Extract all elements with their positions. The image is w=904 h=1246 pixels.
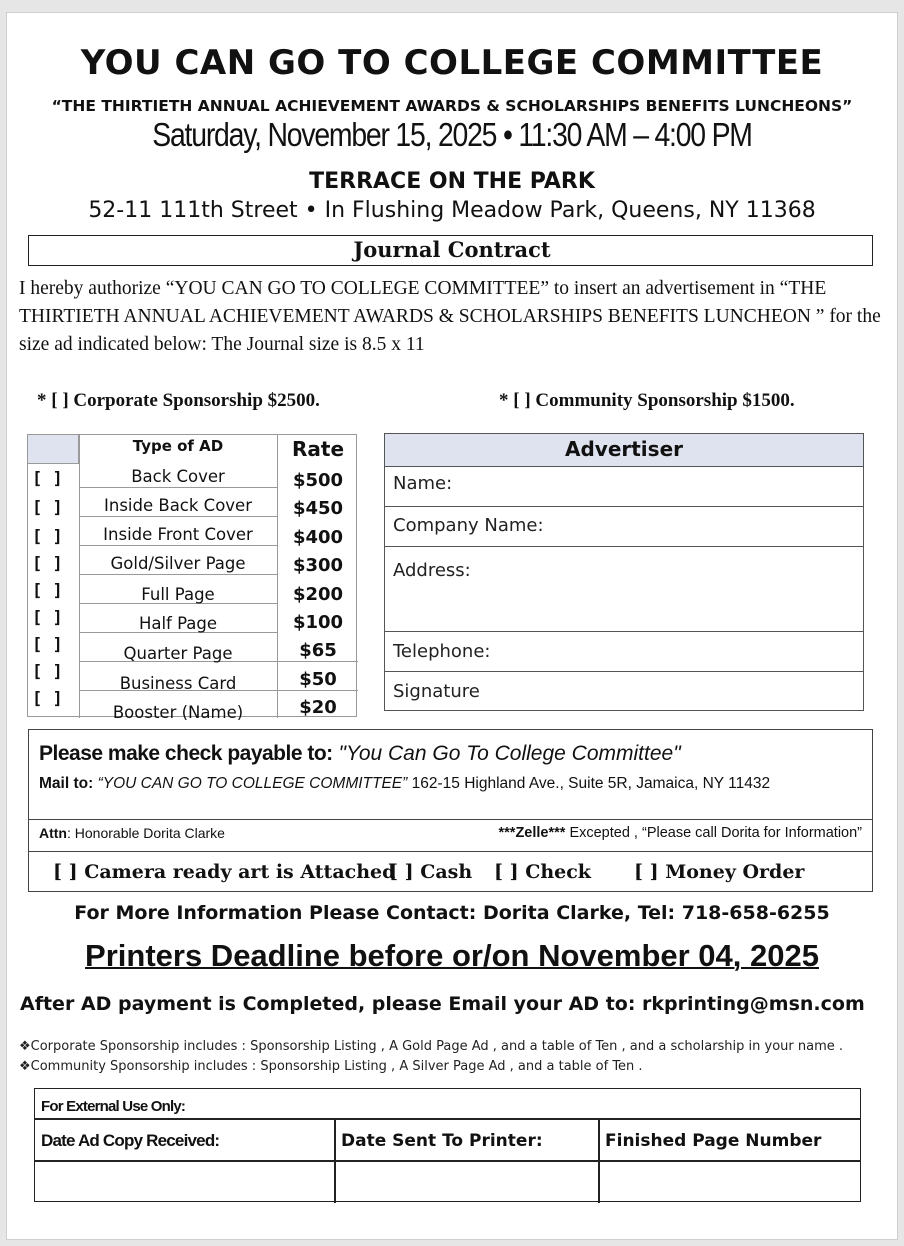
cash-checkbox[interactable]: [ ] Cash — [389, 861, 473, 883]
ad-type-label: Half Page — [138, 614, 218, 633]
ad-rate-value: $400 — [292, 527, 344, 548]
date-sent-to-printer-header: Date Sent To Printer: — [341, 1131, 543, 1151]
community-sponsorship-checkbox[interactable]: * [ ] Community Sponsorship $1500. — [499, 390, 795, 411]
advertiser-telephone-field[interactable]: Telephone: — [385, 632, 863, 672]
journal-contract-page — [6, 12, 898, 1240]
mail-to-line — [39, 775, 770, 793]
attn-value: : Honorable Dorita Clarke — [67, 825, 225, 841]
ad-table-divider — [79, 487, 277, 488]
ad-type-label: Quarter Page — [123, 644, 233, 663]
attn-label: Attn — [39, 825, 67, 841]
ad-type-label: Business Card — [119, 674, 237, 693]
ad-table-header — [28, 435, 356, 463]
ad-table-divider — [28, 463, 79, 464]
payable-to: "You Can Go To College Committee" — [338, 742, 681, 765]
advertiser-header: Advertiser — [385, 434, 863, 467]
mail-name: “YOU CAN GO TO COLLEGE COMMITTEE” — [97, 775, 408, 792]
event-date-line: Saturday, November 15, 2025 • 11:30 AM – 4:00 PM — [152, 116, 752, 153]
ad-rate-value: $65 — [299, 640, 337, 661]
ad-table-divider — [79, 574, 277, 575]
ad-rate-value: $50 — [299, 669, 337, 690]
zelle-label: ***Zelle*** — [498, 825, 566, 841]
page-title: YOU CAN GO TO COLLEGE COMMITTEE — [80, 43, 824, 83]
venue-name: TERRACE ON THE PARK — [309, 169, 595, 194]
ad-checkbox-half-page[interactable]: [ ] — [32, 608, 63, 628]
money-order-checkbox[interactable]: [ ] Money Order — [634, 861, 805, 883]
ad-checkbox-full-page[interactable]: [ ] — [32, 581, 63, 601]
advertiser-name-field[interactable]: Name: — [385, 467, 863, 507]
ad-type-label: Inside Back Cover — [104, 496, 252, 515]
payment-box — [28, 729, 873, 892]
zelle-line — [499, 825, 862, 841]
ad-type-label: Back Cover — [131, 467, 225, 486]
ad-rate-value: $300 — [292, 555, 344, 576]
printer-deadline: Printers Deadline before or/on November 04, 2025 — [85, 938, 819, 973]
ad-type-label: Booster (Name) — [112, 703, 244, 722]
camera-ready-checkbox[interactable]: [ ] Camera ready art is Attached — [53, 861, 396, 883]
venue-address: 52-11 111th Street • In Flushing Meadow Park, Queens, NY 11368 — [88, 198, 816, 223]
ad-checkbox-back-cover[interactable]: [ ] — [32, 469, 63, 489]
corporate-sponsorship-checkbox[interactable]: * [ ] Corporate Sponsorship $2500. — [37, 390, 320, 411]
event-subtitle: “THE THIRTIETH ANNUAL ACHIEVEMENT AWARDS & SCHOLARSHIPS BENEFITS LUNCHEONS” — [51, 97, 853, 115]
payment-divider — [29, 819, 872, 820]
mail-label: Mail to: — [39, 775, 94, 792]
external-divider — [334, 1118, 336, 1203]
ad-rate-value: $100 — [292, 612, 344, 633]
ad-table-divider — [79, 545, 277, 546]
ad-size-table — [27, 434, 357, 722]
external-use-table — [34, 1088, 861, 1202]
ad-type-header: Type of AD — [132, 437, 224, 455]
attn-line — [39, 825, 225, 841]
ad-rate-value: $500 — [292, 470, 344, 491]
payable-label: Please make check payable to: — [39, 742, 333, 765]
ad-rate-value: $200 — [292, 584, 344, 605]
advertiser-company-field[interactable]: Company Name: — [385, 507, 863, 547]
ad-type-label: Full Page — [141, 585, 215, 604]
corporate-sponsorship-note: ❖Corporate Sponsorship includes : Sponsorship Listing , A Gold Page Ad , and a table of Ten , and a scholarship in your name . — [19, 1039, 844, 1054]
date-ad-copy-received-header: Date Ad Copy Received: — [41, 1131, 220, 1150]
ad-checkbox-booster[interactable]: [ ] — [32, 689, 63, 709]
external-divider — [598, 1118, 600, 1203]
rate-header: Rate — [291, 437, 345, 461]
finished-page-number-header: Finished Page Number — [605, 1131, 822, 1151]
ad-checkbox-inside-front-cover[interactable]: [ ] — [32, 527, 63, 547]
contract-title: Journal Contract — [353, 237, 551, 262]
advertiser-form — [384, 433, 864, 711]
contact-info: For More Information Please Contact: Dorita Clarke, Tel: 718-658-6255 — [74, 902, 830, 924]
external-divider — [35, 1118, 860, 1120]
external-divider — [35, 1160, 860, 1162]
ad-table-divider — [79, 516, 277, 517]
payment-divider — [29, 851, 872, 852]
ad-type-label: Inside Front Cover — [103, 525, 253, 544]
ad-type-label: Gold/Silver Page — [110, 554, 246, 573]
community-sponsorship-note: ❖Community Sponsorship includes : Sponsorship Listing , A Silver Page Ad , and a table of Ten . — [19, 1059, 643, 1074]
ad-rate-value: $20 — [299, 697, 337, 718]
ad-rate-value: $450 — [292, 498, 344, 519]
ad-table-divider — [277, 690, 358, 691]
zelle-text: Excepted , “Please call Dorita for Information” — [565, 825, 862, 841]
ad-checkbox-quarter-page[interactable]: [ ] — [32, 635, 63, 655]
payable-line — [39, 742, 681, 766]
ad-table-header-shade — [28, 435, 79, 463]
advertiser-signature-field[interactable]: Signature — [393, 681, 480, 702]
external-use-header: For External Use Only: — [41, 1098, 186, 1115]
ad-checkbox-gold-silver-page[interactable]: [ ] — [32, 554, 63, 574]
mail-address: 162-15 Highland Ave., Suite 5R, Jamaica, NY 11432 — [411, 775, 771, 792]
authorization-text: I hereby authorize “YOU CAN GO TO COLLEGE COMMITTEE” to insert an advertisement in “THE THIRTIETH ANNUAL ACHIEVEMENT AWARDS & SCHOLARSHIPS BENEFITS LUNCHEON ” for the size ad indicated below: The Journal size is 8.5 x 11 — [19, 278, 881, 355]
ad-table-divider — [277, 661, 358, 662]
ad-checkbox-inside-back-cover[interactable]: [ ] — [32, 498, 63, 518]
ad-checkbox-business-card[interactable]: [ ] — [32, 662, 63, 682]
email-instructions: After AD payment is Completed, please Email your AD to: rkprinting@msn.com — [20, 993, 865, 1015]
check-checkbox[interactable]: [ ] Check — [494, 861, 591, 883]
advertiser-address-field[interactable]: Address: — [385, 547, 863, 632]
